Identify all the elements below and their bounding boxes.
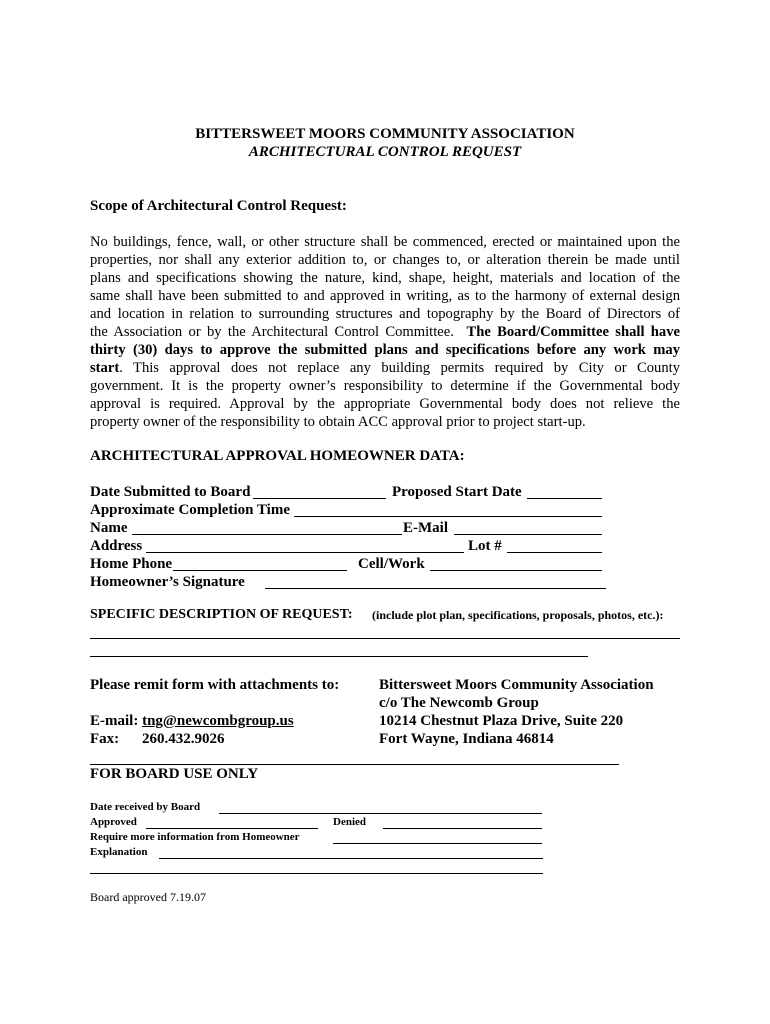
description-line-1[interactable] [90,638,680,639]
cell-work-field[interactable] [430,570,602,571]
name-field[interactable] [132,534,402,535]
lot-field[interactable] [507,552,602,553]
proposed-start-field[interactable] [527,498,602,499]
completion-time-label: Approximate Completion Time [90,502,291,518]
date-submitted-field[interactable] [253,498,386,499]
scope-bold-text: The Board/Committee shall have [466,324,680,340]
remit-fax-value: 260.432.9026 [142,731,225,747]
scope-bold-text: start [90,360,120,376]
remit-email-row [90,713,294,730]
date-received-field[interactable] [219,813,542,814]
remit-email-label: E-mail: [90,713,139,729]
approved-label: Approved [90,816,137,828]
email-label: E-Mail [403,520,448,536]
homeowner-heading: ARCHITECTURAL APPROVAL HOMEOWNER DATA: [90,448,465,464]
scope-heading: Scope of Architectural Control Request: [90,198,347,214]
scope-line-text: . This approval does not replace any building permits required by City or County [119,360,680,376]
scope-line: and location in relation to surrounding structures and topography by the Board of Directors of [90,306,680,322]
lot-label: Lot # [468,538,502,554]
scope-line-mixed [90,323,680,341]
scope-line: same shall have been submitted to and approved in writing, as to the harmony of external design [90,288,680,304]
scope-line-bold: thirty (30) days to approve the submitted plans and specifications before any work may [90,342,680,358]
signature-label: Homeowner’s Signature [90,574,245,590]
remit-address-line: Fort Wayne, Indiana 46814 [379,731,554,747]
scope-line: property owner of the responsibility to obtain ACC approval prior to project start-up. [90,414,586,430]
remit-fax-label: Fax: [90,731,120,747]
signature-field[interactable] [265,588,606,589]
remit-address-line: 10214 Chestnut Plaza Drive, Suite 220 [379,713,624,729]
home-phone-field[interactable] [173,570,347,571]
description-heading: SPECIFIC DESCRIPTION OF REQUEST: [90,607,353,622]
completion-time-field[interactable] [294,516,602,517]
more-info-label: Require more information from Homeowner [90,831,300,843]
explanation-field-2[interactable] [90,873,543,874]
date-submitted-label: Date Submitted to Board [90,484,251,500]
board-heading: FOR BOARD USE ONLY [90,766,259,782]
document-title: BITTERSWEET MOORS COMMUNITY ASSOCIATION [195,126,575,142]
scope-line: plans and specifications showing the nature, kind, shape, height, materials and location of the [90,270,680,286]
remit-address-line: Bittersweet Moors Community Association [379,677,654,693]
scope-line: properties, nor shall any exterior addition to, or changes to, or alteration therein be made until [90,252,680,268]
approved-field[interactable] [146,828,318,829]
description-note: (include plot plan, specifications, proposals, photos, etc.): [372,608,664,622]
address-label: Address [90,538,143,554]
remit-email-link[interactable]: tng@newcombgroup.us [142,713,294,729]
scope-line: government. It is the property owner’s responsibility to determine if the Governmental body [90,378,680,394]
date-received-label: Date received by Board [90,801,201,813]
scope-line-mixed [90,359,680,377]
footer-note: Board approved 7.19.07 [90,890,206,904]
section-divider [90,764,619,765]
scope-line-text: the Association or by the Architectural Control Committee. [90,324,454,340]
remit-address-line: c/o The Newcomb Group [379,695,539,711]
denied-field[interactable] [383,828,542,829]
remit-label: Please remit form with attachments to: [90,677,340,693]
more-info-field[interactable] [333,843,542,844]
scope-paragraph [90,233,680,431]
description-line-2[interactable] [90,656,588,657]
scope-line: No buildings, fence, wall, or other structure shall be commenced, erected or maintained upon the [90,234,680,250]
denied-label: Denied [333,816,366,828]
home-phone-label: Home Phone [90,556,173,572]
document-subtitle: ARCHITECTURAL CONTROL REQUEST [248,144,522,160]
explanation-field[interactable] [159,858,543,859]
scope-line: approval is required. Approval by the appropriate Governmental body does not relieve the [90,396,680,412]
cell-work-label: Cell/Work [358,556,425,572]
explanation-label: Explanation [90,846,148,858]
address-field[interactable] [146,552,464,553]
name-label: Name [90,520,128,536]
email-field[interactable] [454,534,602,535]
proposed-start-label: Proposed Start Date [392,484,522,500]
